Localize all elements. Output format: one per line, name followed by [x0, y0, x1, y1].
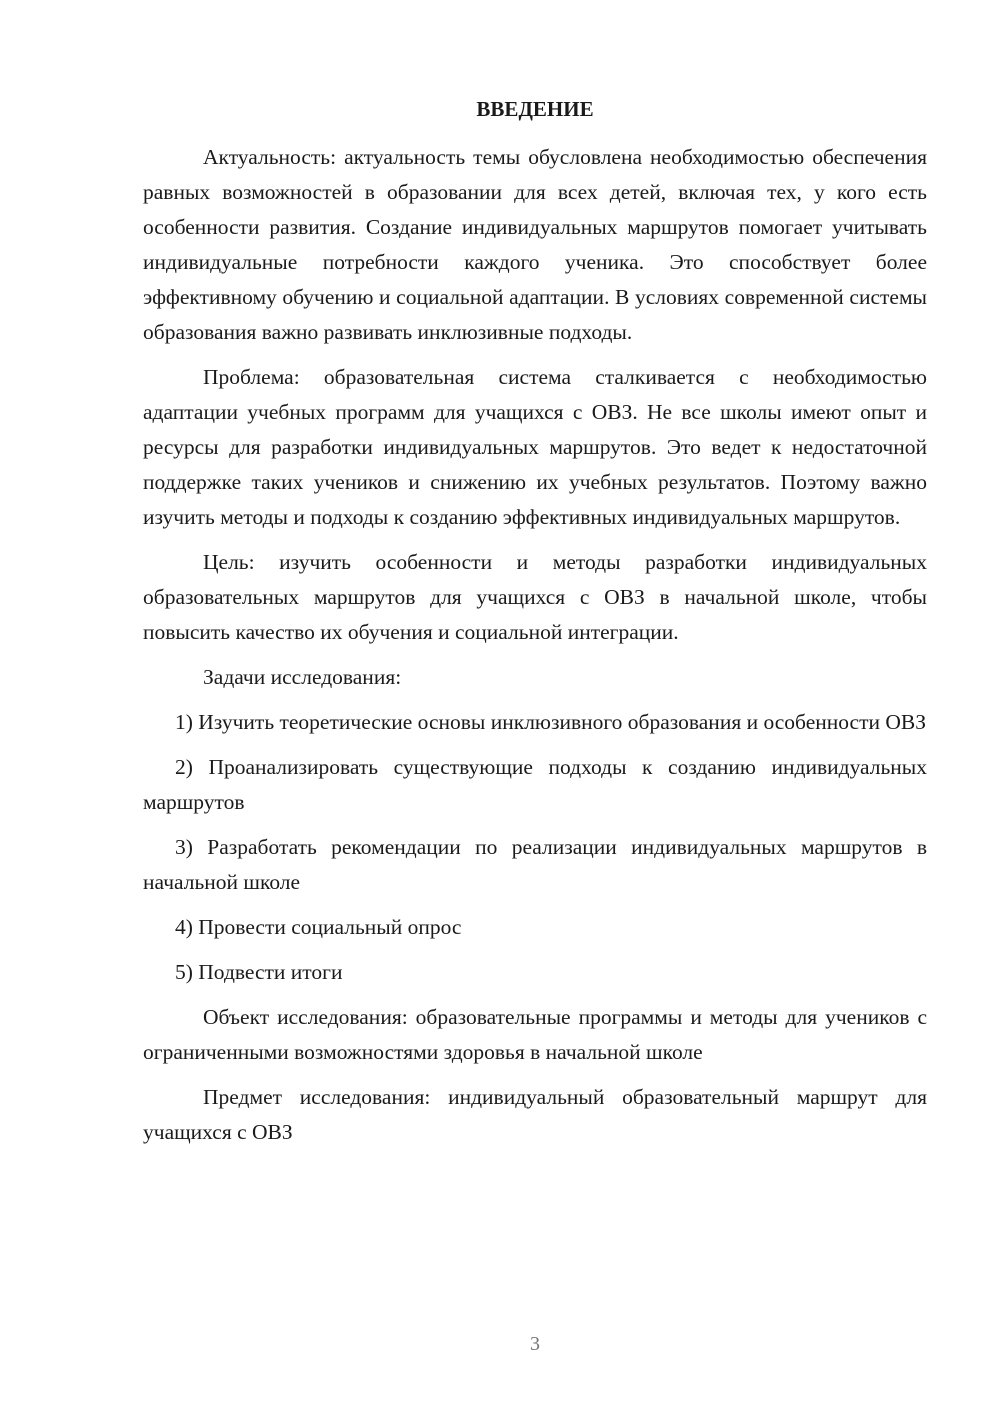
task-item-2: 2) Проанализировать существующие подходы к созданию индивидуальных маршрутов — [143, 755, 927, 814]
paragraph-object: Объект исследования: образовательные программы и методы для учеников с ограниченными возможностями здоровья в начальной школе — [143, 1005, 927, 1064]
section-title: ВВЕДЕНИЕ — [476, 97, 594, 121]
task-item-3: 3) Разработать рекомендации по реализации индивидуальных маршрутов в начальной школе — [143, 835, 927, 894]
paragraph-relevance: Актуальность: актуальность темы обусловлена необходимостью обеспечения равных возможностей в образовании для всех детей, включая тех, у кого есть особенности развития. Создание индивидуальных маршрутов помогает учитывать индивидуальные потребности каждого ученика. Это способствует более эффективному обучению и социальной адаптации. В условиях современной системы образования важно развивать инклюзивные подходы. — [143, 145, 927, 344]
task-item-1: 1) Изучить теоретические основы инклюзивного образования и особенности ОВЗ — [175, 710, 926, 734]
task-item-5: 5) Подвести итоги — [175, 960, 343, 984]
paragraph-subject: Предмет исследования: индивидуальный образовательный маршрут для учащихся с ОВЗ — [143, 1085, 927, 1144]
paragraph-goal: Цель: изучить особенности и методы разработки индивидуальных образовательных маршрутов для учащихся с ОВЗ в начальной школе, чтобы повысить качество их обучения и социальной интеграции. — [143, 550, 927, 644]
document-page — [143, 92, 927, 1160]
tasks-heading: Задачи исследования: — [203, 665, 402, 689]
paragraph-problem: Проблема: образовательная система сталкивается с необходимостью адаптации учебных программ для учащихся с ОВЗ. Не все школы имеют опыт и ресурсы для разработки индивидуальных маршрутов. Это ведет к недостаточной поддержке таких учеников и снижению их учебных результатов. Поэтому важно изучить методы и подходы к созданию эффективных индивидуальных маршрутов. — [143, 365, 927, 529]
page-number: 3 — [530, 1333, 540, 1355]
task-item-4: 4) Провести социальный опрос — [175, 915, 462, 939]
